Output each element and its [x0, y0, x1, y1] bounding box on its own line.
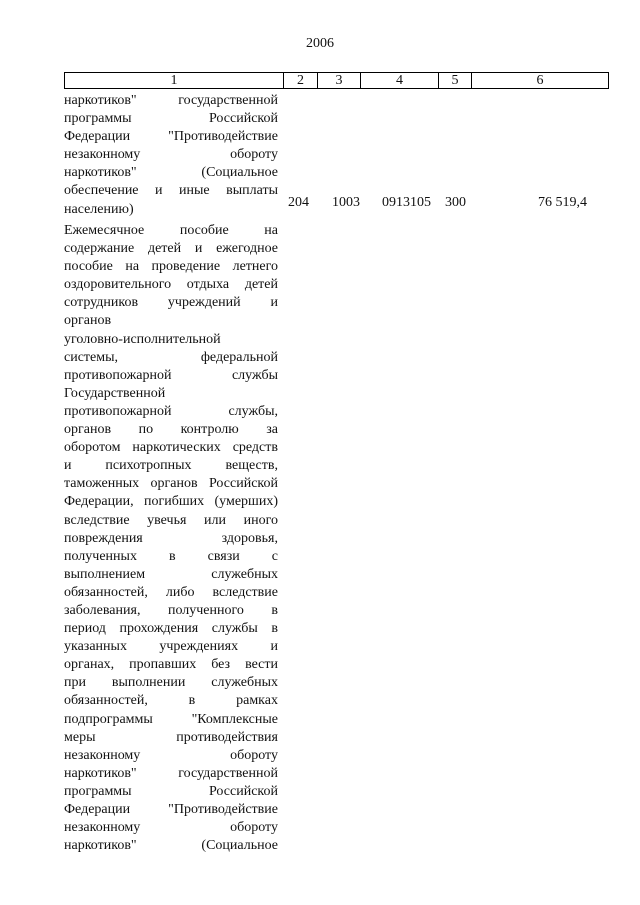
description-line: наркотиков" государственной	[64, 765, 278, 781]
description-line: при выполнении служебных	[64, 675, 278, 691]
description-line: вследствие увечья или иного	[64, 512, 278, 528]
description-line: системы, федеральной	[64, 349, 278, 365]
header-col-3: 3	[317, 73, 360, 88]
description-line: заболевания, полученного в	[64, 602, 278, 618]
header-col-5: 5	[438, 73, 471, 88]
description-line: органах, пропавших без вести	[64, 657, 278, 673]
header-col-4: 4	[360, 73, 438, 88]
description-line: таможенных органов Российской	[64, 476, 278, 492]
header-col-1: 1	[170, 73, 178, 88]
description-line: Ежемесячное пособие на	[64, 223, 278, 238]
cell-col-6: 76 519,4	[538, 195, 587, 210]
description-line: Федерации, погибших (умерших)	[64, 494, 278, 510]
description-line: меры противодействия	[64, 729, 278, 745]
description-line: Федерации "Противодействие	[64, 129, 278, 145]
row-description	[64, 222, 278, 855]
description-line: органов	[64, 313, 112, 329]
description-line: противопожарной службы	[64, 367, 278, 383]
description-line: программы Российской	[64, 783, 278, 799]
description-line: повреждения здоровья,	[64, 530, 278, 546]
description-line: обеспечение и иные выплаты	[64, 183, 278, 199]
description-line: содержание детей и ежегодное	[64, 241, 278, 257]
header-col-6: 6	[471, 73, 608, 88]
description-line: незаконному обороту	[64, 820, 278, 836]
description-line: наркотиков" (Социальное	[64, 165, 278, 181]
header-col-2: 2	[283, 73, 317, 88]
cell-col-5: 300	[445, 195, 466, 210]
cell-col-2: 204	[288, 195, 309, 210]
table-header-row	[64, 72, 609, 89]
description-line: незаконному обороту	[64, 747, 278, 763]
description-line: органов по контролю за	[64, 422, 278, 438]
description-line: населению)	[64, 201, 134, 217]
cell-col-3: 1003	[332, 195, 360, 210]
description-line: наркотиков" государственной	[64, 93, 278, 108]
cell-col-4: 0913105	[382, 195, 431, 210]
description-line: Федерации "Противодействие	[64, 802, 278, 817]
description-line: оборотом наркотических средств	[64, 440, 278, 456]
page-number: 2006	[306, 36, 334, 51]
description-line: незаконному обороту	[64, 147, 278, 163]
description-line: наркотиков" (Социальное	[64, 838, 278, 854]
description-line: программы Российской	[64, 111, 278, 127]
description-line: обязанностей, в рамках	[64, 693, 278, 709]
description-line: обязанностей, либо вследствие	[64, 584, 278, 600]
description-line: пособие на проведение летнего	[64, 259, 278, 275]
description-line: противопожарной службы,	[64, 403, 278, 419]
description-line: оздоровительного отдыха детей	[64, 277, 278, 293]
description-line: Государственной	[64, 385, 166, 401]
description-line: уголовно-исполнительной	[64, 331, 221, 347]
description-line: полученных в связи с	[64, 548, 278, 564]
description-line: и психотропных веществ,	[64, 458, 278, 474]
description-line: указанных учреждениях и	[64, 639, 278, 655]
description-line: сотрудников учреждений и	[64, 295, 278, 311]
description-line: выполнением служебных	[64, 566, 278, 582]
description-line: период прохождения службы в	[64, 621, 278, 637]
description-line: подпрограммы "Комплексные	[64, 711, 278, 727]
row-description	[64, 92, 278, 219]
